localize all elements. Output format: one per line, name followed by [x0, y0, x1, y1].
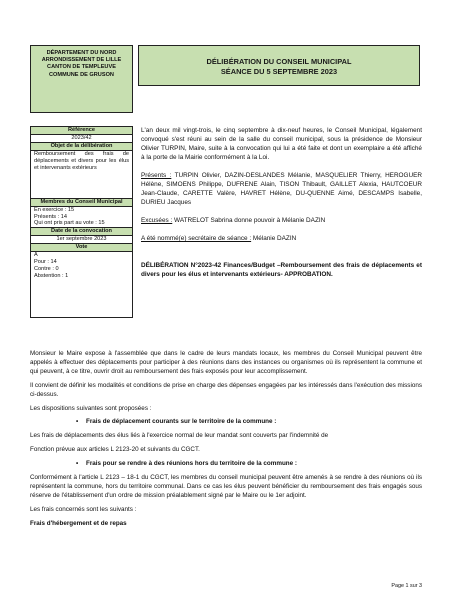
presents-label: Présents :: [141, 172, 172, 179]
intro-paragraph: L'an deux mil vingt-trois, le cinq septembre à dix-neuf heures, le Conseil Municipal, légalement convoqué s'est réuni au sein de la salle du conseil municipal, sous la présidence de Monsieur Olivier TURPIN, Maire, suite à la convocation qui lui a été faite et dont un exemplaire a été affiché à la porte de la Mairie conformément à la Loi.: [141, 127, 422, 161]
vote-line: Pour : 14: [34, 258, 57, 265]
dept-line: CANTON DE TEMPLEUVE: [47, 64, 116, 71]
body-paragraph: Les dispositions suivantes sont proposées :: [30, 404, 152, 412]
reference-value: 2023/42: [30, 135, 133, 143]
convocation-value: 1er septembre 2023: [30, 236, 133, 244]
excuses-text: WATRELOT Sabrina donne pouvoir à Mélanie DAZIN: [172, 217, 326, 224]
title-box: [138, 45, 420, 86]
deliberation-title: DÉLIBÉRATION N°2023-42 Finances/Budget –Remboursement des frais de déplacements et divers pour les élus et intervenants extérieurs- APPROBATION.: [141, 262, 422, 278]
vote-line: A: [34, 252, 38, 259]
title-line-2: SÉANCE DU 5 SEPTEMBRE 2023: [220, 66, 338, 76]
body-paragraph: Les frais concernés sont les suivants :: [30, 505, 137, 513]
department-box: [30, 45, 133, 113]
presents-paragraph: [141, 171, 422, 207]
secretaire-paragraph: [141, 234, 422, 243]
secretaire-label: A été nommé(e) secrétaire de séance :: [141, 235, 252, 242]
body-paragraph: Les frais de déplacements des élus liés à l'exercice normal de leur mandat sont couverts par l'indemnité de: [30, 432, 329, 440]
bullet-item: • Frais de déplacement courants sur le territoire de la commune :: [30, 418, 422, 427]
intro-column: [141, 126, 422, 279]
vote-line: Abstention : 1: [34, 272, 69, 279]
members-line: En exercice : 15: [34, 206, 75, 213]
dept-line: DÉPARTEMENT DU NORD: [46, 50, 117, 56]
vote-block: [30, 252, 133, 318]
excuses-paragraph: [141, 216, 422, 225]
convocation-label: Date de la convocation: [30, 228, 133, 236]
body-text: [30, 350, 422, 529]
reference-label: Référence: [30, 126, 133, 135]
title-line-1: DÉLIBÉRATION DU CONSEIL MUNICIPAL: [206, 57, 352, 66]
info-sidebar: [30, 126, 133, 318]
members-line: Présents : 14: [34, 213, 67, 220]
members-block: [30, 207, 133, 229]
presents-list: TURPIN Olivier, DAZIN-DESLANDES Mélanie, MASQUELIER Thierry, HEROGUER Hélène, SIMOENS Philippe, DUFRENE Alain, TISON Thibault, GAILLET Alexia, HAUTCOEUR Jean-Claude, CARETTE Valère, HAVRET Hélène, DU-QUENNE Aimé, DESCAMPS Isabelle, DURIEU Jacques: [141, 172, 422, 206]
secretaire-text: Mélanie DAZIN: [251, 235, 297, 242]
objet-value: Remboursement des frais de déplacements et divers pour les élus et intervenants extérieurs: [30, 151, 133, 199]
members-line: Qui ont pris part au vote : 15: [34, 220, 105, 227]
body-paragraph: Conformément à l'article L 2123 – 18-1 du CGCT, les membres du conseil municipal peuvent être amenés à se rendre à des réunions où ils représentent la commune, hors du territoire communal. Dans ce cas les élus peuvent bénéficier du remboursement des frais engagés sous réserve de l'établissement d'un ordre de mission préalablement signé par le Maire ou le 1er adjoint.: [30, 474, 422, 499]
bullet-item: • Frais pour se rendre à des réunions hors du territoire de la commune :: [30, 460, 422, 469]
vote-line: Contre : 0: [34, 265, 59, 272]
members-label: Membres du Conseil Municipal: [30, 199, 133, 207]
dept-line: ARRONDISSEMENT DE LILLE: [41, 57, 122, 64]
excuses-label: Excusées :: [141, 217, 173, 224]
body-paragraph: Il convient de définir les modalités et conditions de prise en charge des dépenses engagées par les intéressés dans l'exécution des missions ci-dessus.: [30, 381, 422, 398]
body-subheading: Frais d'hébergement et de repas: [30, 519, 127, 527]
body-paragraph: Monsieur le Maire expose à l'assemblée que dans le cadre de leurs mandats locaux, les membres du Conseil Municipal peuvent être appelés à effectuer des déplacements pour participer à des réunions dans des instances ou organismes où ils représentent la commune et qui peuvent, à ce titre, ouvrir droit au remboursement des frais exposés pour leur accomplissement.: [30, 350, 422, 375]
vote-label: Vote: [30, 244, 133, 252]
objet-label: Objet de la délibération: [30, 143, 133, 151]
page-number: Page 1 sur 3: [391, 583, 422, 589]
dept-line: COMMUNE DE GRUSON: [49, 71, 114, 78]
body-paragraph: Fonction prévue aux articles L 2123-20 et suivants du CGCT.: [30, 446, 200, 454]
